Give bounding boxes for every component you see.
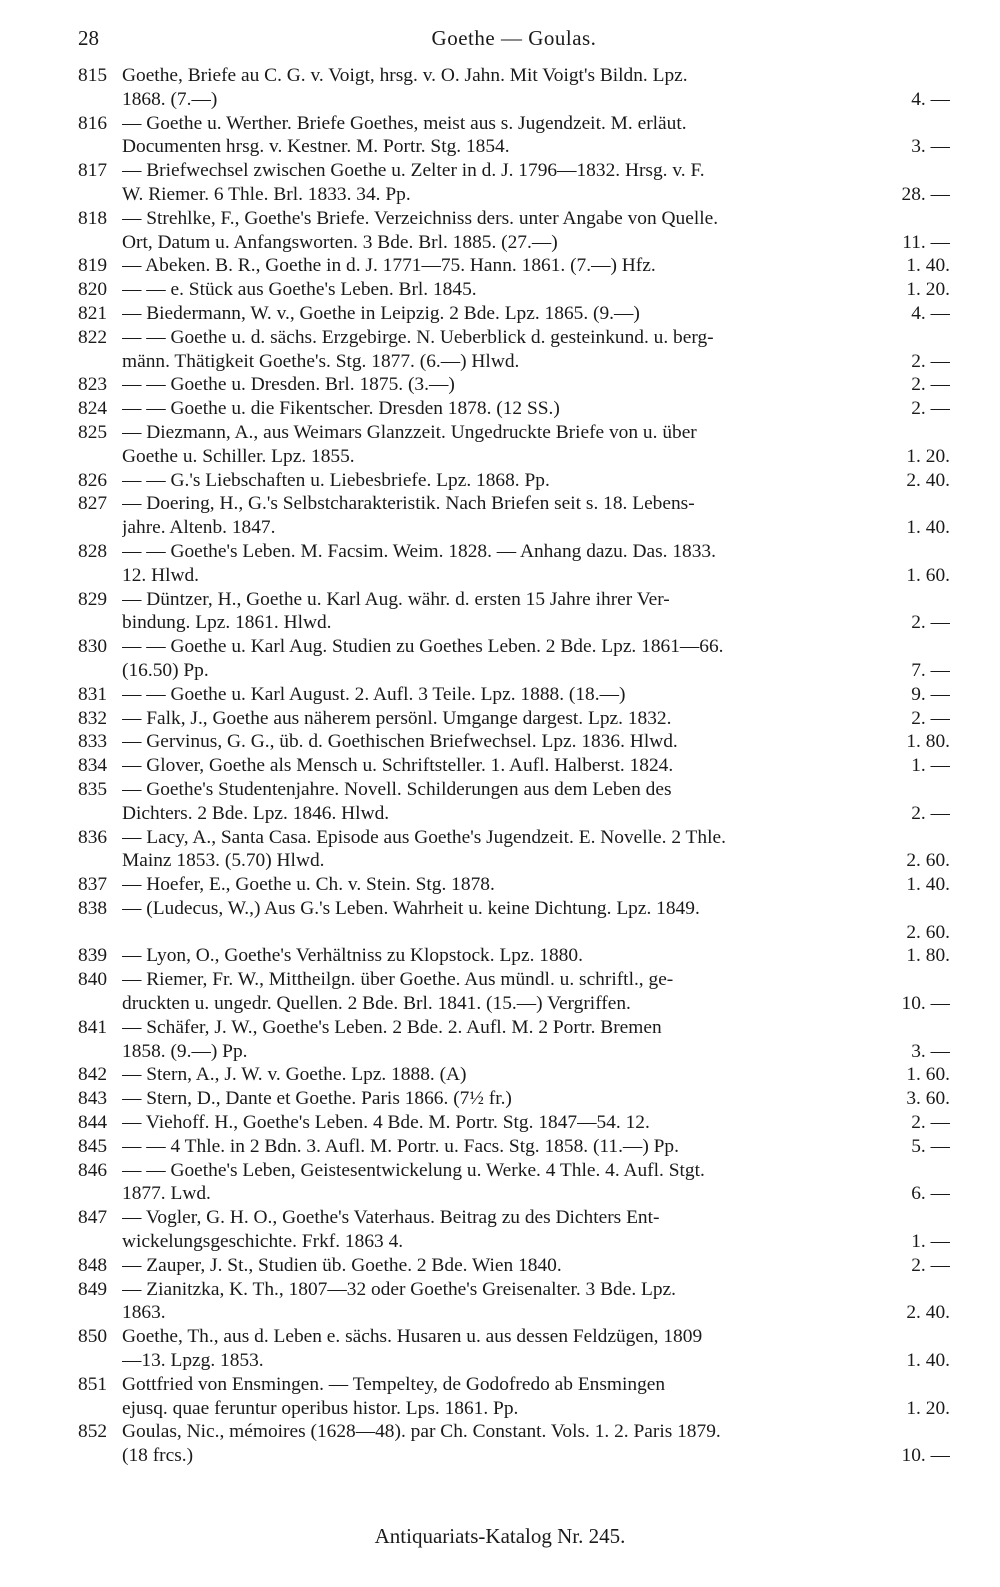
entry-text: — Zauper, J. St., Studien üb. Goethe. 2 Bde. Wien 1840. [122,1254,562,1276]
entry-number: 820 [78,279,108,301]
entry-text: Goethe, Th., aus d. Leben e. sächs. Husaren u. aus dessen Feldzügen, 1809 [122,1326,703,1348]
entry-price: 2. — [911,374,950,396]
entry-text: ejusq. quae feruntur operibus histor. Lps. 1861. Pp. [122,1397,519,1419]
entry-number: 831 [78,683,108,705]
entry-number: 848 [78,1254,108,1276]
catalog-entry [78,1206,950,1254]
entry-price: 2. — [911,612,950,634]
entry-price: 4. — [911,302,950,324]
entry-number: 833 [78,731,108,753]
entry-number: 847 [78,1207,108,1229]
catalog-entry [78,373,950,397]
entry-price: 9. — [911,683,950,705]
entry-text: — Riemer, Fr. W., Mittheilgn. über Goethe. Aus mündl. u. schriftl., ge- [122,969,674,991]
page-header [78,26,950,56]
entry-price: 1. 40. [906,1350,950,1372]
entry-line [122,350,950,374]
catalog-entry [78,469,950,493]
entry-price: 2. 60. [906,850,950,872]
entry-text: — — Goethe u. Karl August. 2. Aufl. 3 Teile. Lpz. 1888. (18.—) [122,683,626,705]
catalog-entries [78,64,950,1468]
entry-text: W. Riemer. 6 Thle. Brl. 1833. 34. Pp. [122,183,411,205]
entry-line [122,1373,950,1397]
entry-text: — Lyon, O., Goethe's Verhältniss zu Klopstock. Lpz. 1880. [122,945,583,967]
entry-price: 10. — [901,993,950,1015]
entry-text: — — e. Stück aus Goethe's Leben. Brl. 1845. [122,279,477,301]
entry-line [122,278,950,302]
entry-text: männ. Thätigkeit Goethe's. Stg. 1877. (6.—) Hlwd. [122,350,520,372]
entry-price: 1. 20. [906,279,950,301]
catalog-entry [78,254,950,278]
entry-text: — — 4 Thle. in 2 Bdn. 3. Aufl. M. Portr. u. Facs. Stg. 1858. (11.—) Pp. [122,1135,679,1157]
entry-line [122,588,950,612]
entry-number: 840 [78,969,108,991]
catalog-entry [78,707,950,731]
entry-number: 843 [78,1088,108,1110]
catalog-entry [78,1135,950,1159]
entry-line [122,635,950,659]
entry-number: 825 [78,421,108,443]
catalog-entry [78,64,950,112]
entry-line [122,873,950,897]
entry-price: 1. 60. [906,1064,950,1086]
entry-price: 2. — [911,1254,950,1276]
entry-text: Goulas, Nic., mémoires (1628—48). par Ch. Constant. Vols. 1. 2. Paris 1879. [122,1421,721,1443]
catalog-entry [78,421,950,469]
entry-line [122,1111,950,1135]
entry-price: 5. — [911,1135,950,1157]
entry-text: bindung. Lpz. 1861. Hlwd. [122,612,332,634]
entry-text: — Stern, A., J. W. v. Goethe. Lpz. 1888. (A) [122,1064,467,1086]
entry-text: — Lacy, A., Santa Casa. Episode aus Goethe's Jugendzeit. E. Novelle. 2 Thle. [122,826,726,848]
entry-text: —13. Lpzg. 1853. [122,1350,264,1372]
entry-text: jahre. Altenb. 1847. [122,517,276,539]
entry-number: 816 [78,112,108,134]
entry-price: 1. 40. [906,874,950,896]
entry-text: wickelungsgeschichte. Frkf. 1863 4. [122,1231,404,1253]
entry-text: — — G.'s Liebschaften u. Liebesbriefe. Lpz. 1868. Pp. [122,469,550,491]
entry-line [122,1087,950,1111]
entry-number: 826 [78,469,108,491]
entry-number: 823 [78,374,108,396]
entry-price: 1. 60. [906,564,950,586]
entry-text: — Goethe's Studentenjahre. Novell. Schilderungen aus dem Leben des [122,778,672,800]
entry-price: 3. — [911,1040,950,1062]
entry-line [122,1444,950,1468]
entry-line [122,159,950,183]
entry-number: 844 [78,1112,108,1134]
entry-number: 845 [78,1135,108,1157]
entry-number: 838 [78,897,108,919]
catalog-entry [78,968,950,1016]
entry-price: 2. 40. [906,469,950,491]
entry-price: 2. 40. [906,1302,950,1324]
entry-text: — Viehoff. H., Goethe's Leben. 4 Bde. M. Portr. Stg. 1847—54. 12. [122,1112,650,1134]
entry-line [122,326,950,350]
entry-number: 846 [78,1159,108,1181]
catalog-entry [78,683,950,707]
entry-price: 2. — [911,707,950,729]
catalog-entry [78,1087,950,1111]
entry-number: 850 [78,1326,108,1348]
entry-price: 1. 80. [906,945,950,967]
entry-number: 836 [78,826,108,848]
entry-number: 852 [78,1421,108,1443]
entry-text: — Glover, Goethe als Mensch u. Schriftsteller. 1. Aufl. Halberst. 1824. [122,755,674,777]
catalog-entry [78,540,950,588]
catalog-entry [78,588,950,636]
catalog-entry [78,944,950,968]
entry-line [122,302,950,326]
entry-number: 817 [78,160,108,182]
entry-line [122,183,950,207]
entry-price: 3. 60. [906,1088,950,1110]
entry-line [122,730,950,754]
entry-text: Ort, Datum u. Anfangsworten. 3 Bde. Brl. 1885. (27.—) [122,231,558,253]
entry-number: 815 [78,65,108,86]
entry-line [122,469,950,493]
entry-line [122,826,950,850]
entry-text: 1863. [122,1302,166,1324]
catalog-entry [78,492,950,540]
catalog-entry [78,159,950,207]
entry-line [122,492,950,516]
entry-line [122,968,950,992]
entry-line [122,754,950,778]
entry-number: 839 [78,945,108,967]
catalog-entry [78,278,950,302]
entry-line [122,1135,950,1159]
catalog-entry [78,326,950,374]
entry-line [122,1063,950,1087]
catalog-entry [78,826,950,874]
entry-text: — — Goethe's Leben. M. Facsim. Weim. 1828. — Anhang dazu. Das. 1833. [122,540,716,562]
entry-price: 2. — [911,802,950,824]
catalog-entry [78,397,950,421]
entry-price: 28. — [901,183,950,205]
entry-line [122,683,950,707]
entry-text: — Biedermann, W. v., Goethe in Leipzig. 2 Bde. Lpz. 1865. (9.—) [122,302,640,324]
entry-price: 6. — [911,1183,950,1205]
catalog-entry [78,1111,950,1135]
catalog-entry [78,1325,950,1373]
entry-line [122,1397,950,1421]
entry-line [122,421,950,445]
entry-number: 832 [78,707,108,729]
entry-price: 1. 40. [906,255,950,277]
catalog-entry [78,730,950,754]
entry-line [122,1040,950,1064]
entry-price: 1. 40. [906,517,950,539]
entry-line [122,1206,950,1230]
entry-text: 1877. Lwd. [122,1183,211,1205]
entry-line [122,135,950,159]
entry-line [122,921,950,945]
entry-text: Dichters. 2 Bde. Lpz. 1846. Hlwd. [122,802,390,824]
entry-text: — — Goethe u. die Fikentscher. Dresden 1878. (12 SS.) [122,398,560,420]
entry-price: 7. — [911,659,950,681]
entry-line [122,564,950,588]
entry-price: 1. — [911,755,950,777]
entry-number: 824 [78,398,108,420]
entry-number: 821 [78,302,108,324]
entry-price: 10. — [901,1445,950,1467]
entry-line [122,254,950,278]
entry-number: 849 [78,1278,108,1300]
entry-price: 2. — [911,350,950,372]
entry-text: — Gervinus, G. G., üb. d. Goethischen Briefwechsel. Lpz. 1836. Hlwd. [122,731,678,753]
entry-text: Gottfried von Ensmingen. — Tempeltey, de Godofredo ab Ensmingen [122,1373,666,1395]
entry-price: 4. — [911,88,950,110]
entry-number: 841 [78,1016,108,1038]
page-number: 28 [78,26,99,50]
entry-line [122,707,950,731]
entry-number: 830 [78,636,108,658]
entry-line [122,1420,950,1444]
entry-line [122,1325,950,1349]
entry-price: 1. — [911,1231,950,1253]
entry-line [122,778,950,802]
entry-text: Mainz 1853. (5.70) Hlwd. [122,850,325,872]
entry-price: 1. 20. [906,1397,950,1419]
entry-number: 851 [78,1373,108,1395]
entry-line [122,897,950,921]
entry-line [122,1230,950,1254]
entry-price: 3. — [911,136,950,158]
entry-text: — (Ludecus, W.,) Aus G.'s Leben. Wahrheit u. keine Dichtung. Lpz. 1849. [122,897,700,919]
entry-text: — Doering, H., G.'s Selbstcharakteristik. Nach Briefen seit s. 18. Lebens- [122,493,695,515]
entry-number: 819 [78,255,108,277]
catalog-entry [78,897,950,945]
catalog-entry [78,873,950,897]
catalog-entry [78,1420,950,1468]
entry-number: 818 [78,207,108,229]
entry-line [122,611,950,635]
entry-line [122,659,950,683]
entry-number: 837 [78,874,108,896]
catalog-entry [78,1254,950,1278]
entry-text: — Goethe u. Werther. Briefe Goethes, meist aus s. Jugendzeit. M. erläut. [122,112,687,134]
entry-text: 1858. (9.—) Pp. [122,1040,248,1062]
catalog-entry [78,207,950,255]
catalog-entry [78,754,950,778]
entry-text: (18 frcs.) [122,1445,194,1467]
entry-text: — — Goethe's Leben, Geistesentwickelung u. Werke. 4 Thle. 4. Aufl. Stgt. [122,1159,705,1181]
entry-text: — Hoefer, E., Goethe u. Ch. v. Stein. Stg. 1878. [122,874,495,896]
entry-text: (16.50) Pp. [122,659,209,681]
entry-line [122,849,950,873]
entry-price: 2. 60. [906,921,950,943]
entry-text: — — Goethe u. d. sächs. Erzgebirge. N. Ueberblick d. gesteinkund. u. berg- [122,326,714,348]
entry-price: 2. — [911,1112,950,1134]
entry-text: — Düntzer, H., Goethe u. Karl Aug. währ. d. ersten 15 Jahre ihrer Ver- [122,588,670,610]
catalog-entry [78,302,950,326]
entry-text: 1868. (7.—) [122,88,218,110]
entry-text: Goethe, Briefe au C. G. v. Voigt, hrsg. v. O. Jahn. Mit Voigt's Bildn. Lpz. [122,65,688,86]
entry-price: 1. 80. [906,731,950,753]
entry-text: — Zianitzka, K. Th., 1807—32 oder Goethe's Greisenalter. 3 Bde. Lpz. [122,1278,677,1300]
entry-line [122,397,950,421]
catalog-entry [78,1159,950,1207]
entry-line [122,1159,950,1183]
entry-number: 842 [78,1064,108,1086]
entry-line [122,207,950,231]
running-title: Goethe — Goulas. [431,26,597,50]
entry-line [122,1301,950,1325]
entry-text: — Stern, D., Dante et Goethe. Paris 1866. (7½ fr.) [122,1088,512,1110]
entry-number: 822 [78,326,108,348]
entry-number: 828 [78,540,108,562]
entry-line [122,231,950,255]
entry-text: — Briefwechsel zwischen Goethe u. Zelter in d. J. 1796—1832. Hrsg. v. F. [122,160,705,182]
entry-line [122,1182,950,1206]
entry-text: — Vogler, G. H. O., Goethe's Vaterhaus. Beitrag zu des Dichters Ent- [122,1207,660,1229]
entry-line [122,1016,950,1040]
entry-price: 11. — [902,231,950,253]
entry-line [122,373,950,397]
entry-text: Goethe u. Schiller. Lpz. 1855. [122,445,355,467]
catalog-entry [78,1016,950,1064]
entry-line [122,802,950,826]
page-footer: Antiquariats-Katalog Nr. 245. [374,1524,626,1548]
entry-text: — Strehlke, F., Goethe's Briefe. Verzeichniss ders. unter Angabe von Quelle. [122,207,719,229]
entry-text: druckten u. ungedr. Quellen. 2 Bde. Brl. 1841. (15.—) Vergriffen. [122,993,631,1015]
entry-text: Documenten hrsg. v. Kestner. M. Portr. Stg. 1854. [122,136,510,158]
entry-line [122,944,950,968]
entry-text: — — Goethe u. Dresden. Brl. 1875. (3.—) [122,374,455,396]
entry-text: — — Goethe u. Karl Aug. Studien zu Goethes Leben. 2 Bde. Lpz. 1861—66. [122,636,724,658]
catalog-entry [78,635,950,683]
entry-text: — Falk, J., Goethe aus näherem persönl. Umgange dargest. Lpz. 1832. [122,707,672,729]
entry-line [122,1349,950,1373]
entry-number: 829 [78,588,108,610]
entry-text: — Schäfer, J. W., Goethe's Leben. 2 Bde. 2. Aufl. M. 2 Portr. Bremen [122,1016,662,1038]
entry-line [122,64,950,88]
catalog-entry [78,112,950,160]
entry-number: 827 [78,493,108,515]
entry-price: 1. 20. [906,445,950,467]
catalog-entry [78,1373,950,1421]
entry-line [122,445,950,469]
entry-text: 12. Hlwd. [122,564,200,586]
entry-line [122,992,950,1016]
entry-price: 2. — [911,398,950,420]
entry-text: — Abeken. B. R., Goethe in d. J. 1771—75. Hann. 1861. (7.—) Hfz. [122,255,656,277]
entry-line [122,516,950,540]
entry-line [122,540,950,564]
catalog-entry [78,1063,950,1087]
entry-line [122,112,950,136]
catalog-entry [78,778,950,826]
entry-line [122,1278,950,1302]
entry-line [122,88,950,112]
entry-text: — Diezmann, A., aus Weimars Glanzzeit. Ungedruckte Briefe von u. über [122,421,697,443]
catalog-entry [78,1278,950,1326]
entry-line [122,1254,950,1278]
entry-number: 835 [78,778,108,800]
entry-number: 834 [78,755,108,777]
